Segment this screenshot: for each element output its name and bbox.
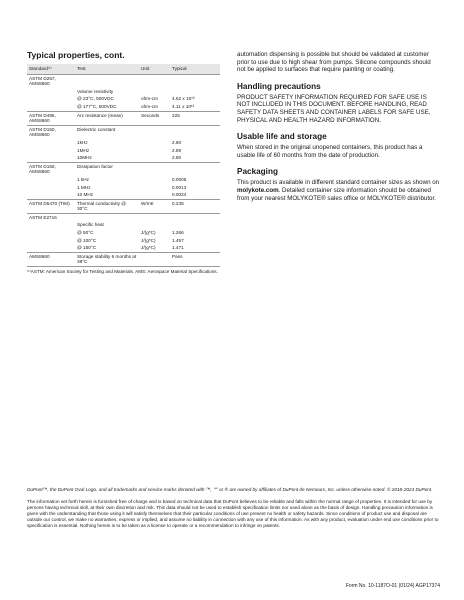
right-column (237, 51, 440, 202)
table-row (27, 95, 220, 103)
cell-unit: Seconds (139, 111, 170, 125)
cell-test: Dielectric constant (75, 125, 139, 139)
usable-life-text: When stored in the original unopened containers, this product has a usable life of 60 months from the date of production. (237, 144, 423, 159)
cell-typical (170, 213, 220, 221)
form-number: Form No. 10-1187O-01 (01/24) AGP17374 (345, 583, 440, 589)
cell-standard (27, 103, 75, 111)
cell-test: Volume resistivity (77, 88, 114, 94)
cell-typical (170, 162, 220, 176)
disclaimer: The information set forth herein is furnished free of charge and is based on technical data that DuPont believes to be reliable and falls within the normal range of properties. It is intended for use by persons having technical skill, at their own discretion and risk. This data should not be used to establish specification limits nor used alone as the basis of design. Handling precaution information is given with the understanding that those using it will satisfy themselves that their particular conditions of use present no health or safety hazards. Since conditions of product use and disposal are outside our control, we make no warranties, express or implied, and assume no liability in connection with any use of this information. As with any product, evaluation under end use conditions prior to specification is essential. Nothing herein is to be taken as a license to operate or a recommendation to infringe on patents. (27, 498, 439, 528)
cell-standard (27, 184, 75, 192)
cell-unit (139, 139, 170, 147)
cell-typical: 4.11 x 10¹³ (172, 103, 195, 109)
cell-test: Dissipation factor (75, 162, 139, 176)
cell-typical: 225 (170, 111, 220, 125)
cell-unit: W/mK (139, 199, 170, 213)
cell-test: @ 100°C (77, 237, 97, 243)
cell-unit (139, 147, 170, 155)
cell-typical: 0.235 (170, 199, 220, 213)
cell-unit (139, 162, 170, 176)
cell-typical: 2.89 (172, 147, 182, 153)
table-row (27, 125, 220, 139)
section-title: Typical properties, cont. (27, 50, 125, 60)
cell-typical: Pass (170, 252, 220, 266)
properties-section (27, 50, 220, 275)
cell-unit (139, 74, 170, 88)
cell-typical: 1.266 (172, 230, 184, 236)
cell-standard: ASTM D5470 (TIM) (27, 199, 75, 213)
cell-unit (139, 154, 170, 162)
col-test: Test (75, 64, 139, 74)
cell-unit: J/(g*C) (141, 237, 156, 243)
usable-life-title: Usable life and storage (237, 132, 327, 142)
cell-typical: 0.0006 (172, 176, 187, 182)
table-row (27, 111, 220, 125)
cell-standard (27, 221, 75, 229)
cell-typical (170, 74, 220, 88)
footer (27, 487, 439, 528)
cell-test: Thermal conductivity @ 30°C (75, 199, 139, 213)
packaging-text (237, 179, 440, 202)
table-row (27, 139, 220, 147)
cell-unit (139, 176, 170, 184)
cell-test: @ 150°C (77, 245, 97, 251)
cell-unit (139, 191, 170, 199)
col-typical: Typical (170, 64, 220, 74)
cell-typical: 1.471 (172, 245, 184, 251)
properties-table (27, 64, 220, 267)
trademark-notice: DuPont™, the DuPont Oval Logo, and all trademarks and service marks denoted with ™, ℠ or ® are owned by affiliates of DuPont de Nemours, Inc. unless otherwise noted. © 2018-2024 DuPont. (27, 487, 433, 492)
cell-typical: 1.457 (172, 237, 184, 243)
cell-unit (139, 125, 170, 139)
cell-test: Specific heat (77, 222, 104, 228)
cell-standard (27, 229, 75, 237)
table-row (27, 237, 220, 245)
table-row (27, 74, 220, 88)
cell-test: 10MHz (77, 155, 92, 161)
cell-test: 1 kHz (77, 176, 89, 182)
cell-test: @ 177°C, 500VDC (77, 103, 117, 109)
cell-unit: J/(g*C) (141, 230, 156, 236)
cell-typical (170, 221, 220, 229)
cell-typical: 4.62 x 10¹³ (172, 96, 195, 102)
packaging-text-pre: This product is available in different standard container sizes as shown on (237, 179, 440, 187)
cell-test: 1 MHz (77, 184, 91, 190)
cell-typical: 2.80 (172, 139, 182, 145)
molykote-link[interactable]: molykote.com (237, 186, 279, 194)
cell-standard (27, 88, 75, 96)
cell-typical (170, 125, 220, 139)
cell-test (75, 213, 139, 221)
table-row (27, 176, 220, 184)
table-row (27, 88, 220, 96)
cell-standard (27, 237, 75, 245)
cell-standard (27, 147, 75, 155)
cell-test: Arc resistance (mean) (75, 111, 139, 125)
table-row (27, 213, 220, 221)
cell-typical (170, 88, 220, 96)
cell-standard: AMS8660 (27, 252, 75, 266)
cell-standard (27, 139, 75, 147)
cell-unit (139, 221, 170, 229)
handling-text: PRODUCT SAFETY INFORMATION REQUIRED FOR SAFE USE IS NOT INCLUDED IN THIS DOCUMENT. BEFORE HANDLING, READ SAFETY DATA SHEETS AND CONTAINER LABELS FOR SAFE USE, PHYSICAL AND HEALTH HAZARD INFORMATION. (237, 93, 431, 124)
cell-unit (139, 88, 170, 96)
table-row (27, 184, 220, 192)
table-row (27, 191, 220, 199)
cell-unit: ohm-cm (141, 103, 158, 109)
cell-standard (27, 244, 75, 252)
packaging-title: Packaging (237, 167, 278, 177)
cell-unit (139, 252, 170, 266)
table-row (27, 221, 220, 229)
table-footnote: ⁽¹⁾ASTM: American Society for Testing and Materials. AMS: Aerospace Material Specifications. (27, 269, 218, 275)
cell-test: 10 MHz (77, 192, 94, 198)
cell-standard (27, 154, 75, 162)
cell-typical: 2.80 (172, 155, 182, 161)
cell-test: @ 23°C, 500VDC (77, 96, 114, 102)
cell-unit: ohm-cm (141, 96, 158, 102)
table-row (27, 162, 220, 176)
cell-unit (139, 184, 170, 192)
table-row (27, 154, 220, 162)
cell-standard (27, 191, 75, 199)
table-row (27, 229, 220, 237)
table-body (27, 74, 220, 266)
table-row (27, 147, 220, 155)
cell-standard: ASTM E2716 (27, 213, 75, 221)
cell-standard: ASTM D495, AMS8660 (27, 111, 75, 125)
cell-test: @ 50°C (77, 230, 94, 236)
dispensing-text: automation dispensing is possible but should be validated at customer prior to use due to high shear from pumps. Silicone compounds should not be applied to surfaces that require painting or coating. (237, 51, 431, 74)
col-standard: Standard⁽¹⁾ (27, 64, 75, 74)
table-row (27, 244, 220, 252)
table-row (27, 199, 220, 213)
cell-unit: J/(g*C) (141, 245, 156, 251)
handling-title: Handling precautions (237, 81, 321, 91)
cell-standard: ASTM D150, AMS8660 (27, 162, 75, 176)
table-header-row (27, 64, 220, 74)
cell-unit (139, 213, 170, 221)
cell-standard: ASTM D257, AMS8660 (27, 74, 75, 88)
cell-test: 1MHz (77, 147, 90, 153)
cell-standard (27, 176, 75, 184)
cell-test (75, 74, 139, 88)
table-row (27, 103, 220, 111)
packaging-text-post: . Detailed container size information should be obtained from your nearest MOLYKOTE® sales office or MOLYKOTE® distributor. (237, 186, 436, 202)
cell-typical: 0.0024 (172, 192, 187, 198)
cell-test: 1kHz (77, 139, 88, 145)
cell-test: Storage stability 6 months at 38°C (75, 252, 139, 266)
cell-standard (27, 95, 75, 103)
cell-standard: ASTM D150, AMS8660 (27, 125, 75, 139)
table-row (27, 252, 220, 266)
col-unit: Unit (139, 64, 170, 74)
cell-typical: 0.0013 (172, 184, 187, 190)
